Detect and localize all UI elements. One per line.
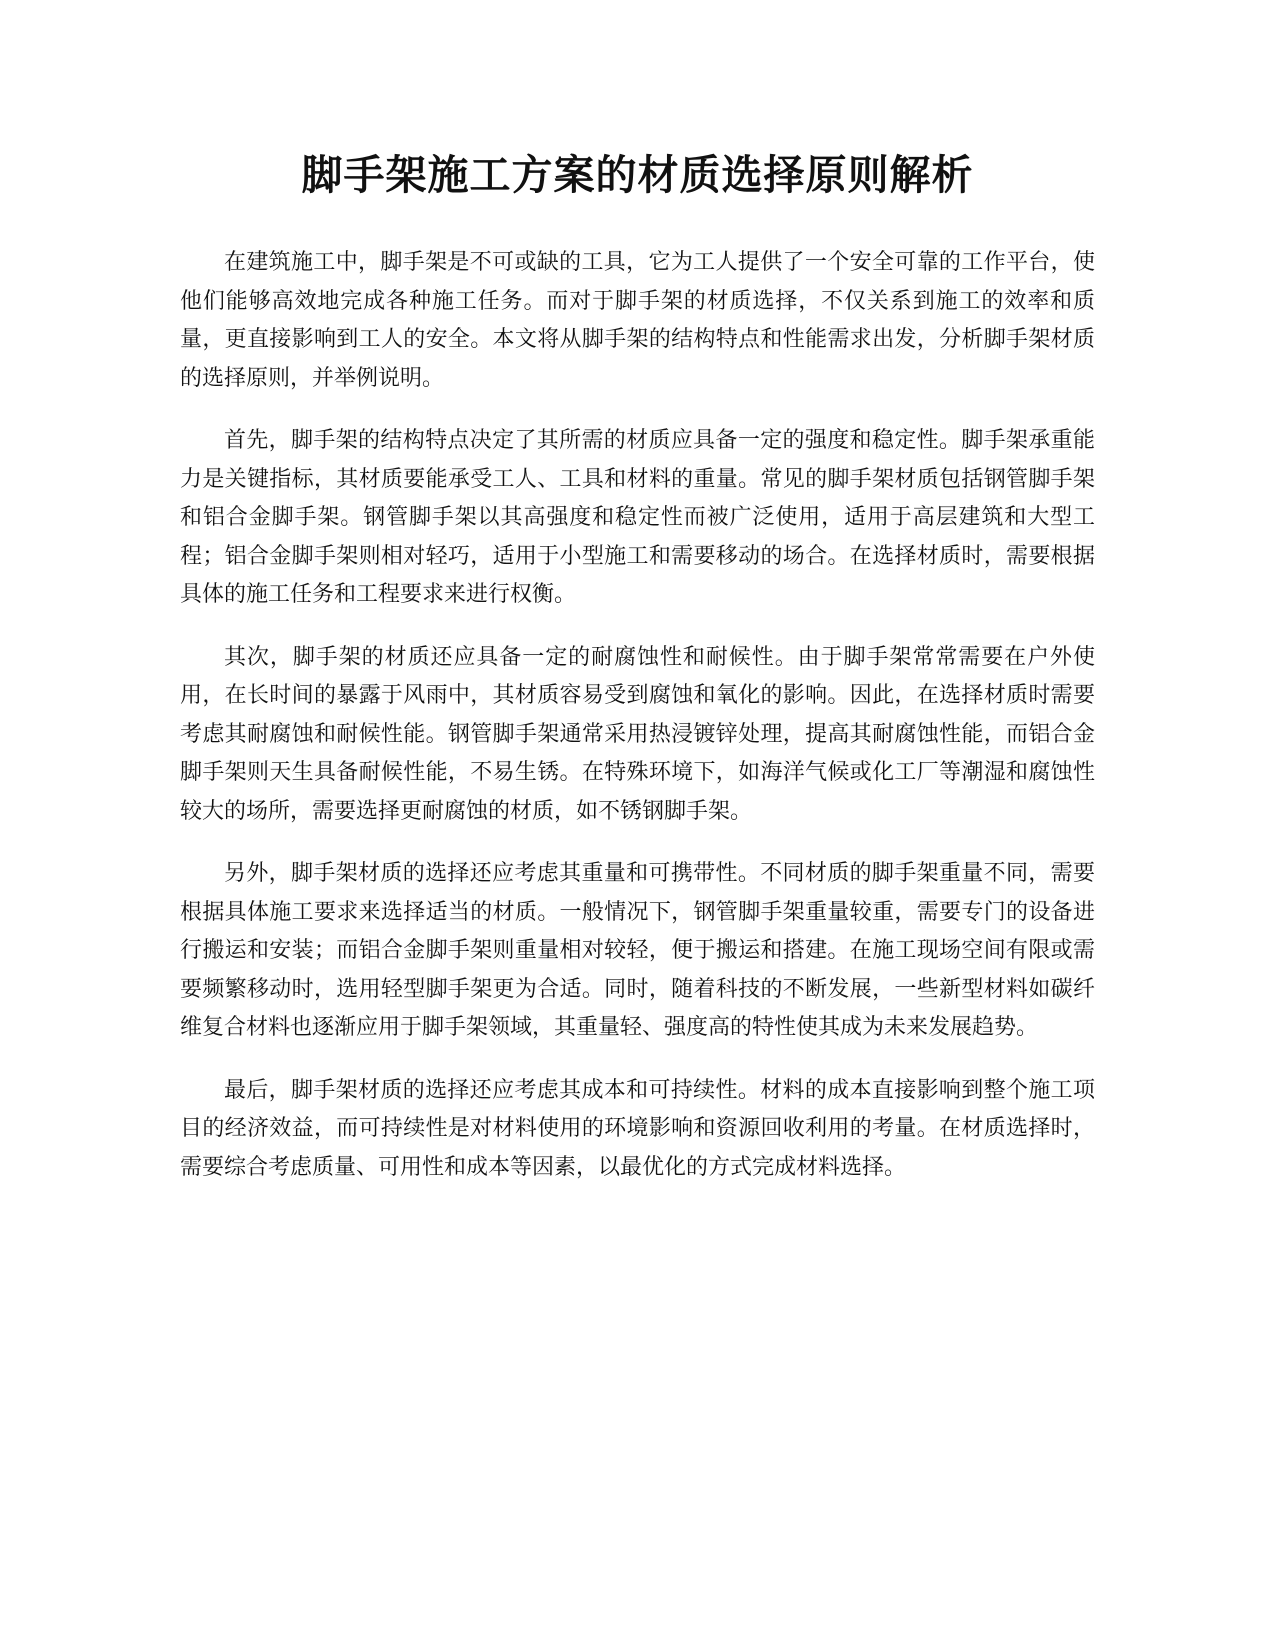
paragraph-corrosion-resistance: 其次，脚手架的材质还应具备一定的耐腐蚀性和耐候性。由于脚手架常常需要在户外使用，在长时间的暴露于风雨中，其材质容易受到腐蚀和氧化的影响。因此，在选择材质时需要考虑其耐腐蚀和耐候性能。钢管脚手架通常采用热浸镀锌处理，提高其耐腐蚀性能，而铝合金脚手架则天生具备耐候性能，不易生锈。在特殊环境下，如海洋气候或化工厂等潮湿和腐蚀性较大的场所，需要选择更耐腐蚀的材质，如不锈钢脚手架。 <box>180 644 1095 824</box>
paragraph-cost-sustainability: 最后，脚手架材质的选择还应考虑其成本和可持续性。材料的成本直接影响到整个施工项目的经济效益，而可持续性是对材料使用的环境影响和资源回收利用的考量。在材质选择时，需要综合考虑质量、可用性和成本等因素，以最优化的方式完成材料选择。 <box>180 1077 1095 1180</box>
paragraph-weight-portability: 另外，脚手架材质的选择还应考虑其重量和可携带性。不同材质的脚手架重量不同，需要根据具体施工要求来选择适当的材质。一般情况下，钢管脚手架重量较重，需要专门的设备进行搬运和安装；而铝合金脚手架则重量相对较轻，便于搬运和搭建。在施工现场空间有限或需要频繁移动时，选用轻型脚手架更为合适。同时，随着科技的不断发展，一些新型材料如碳纤维复合材料也逐渐应用于脚手架领域，其重量轻、强度高的特性使其成为未来发展趋势。 <box>180 861 1095 1040</box>
paragraph-strength-stability: 首先，脚手架的结构特点决定了其所需的材质应具备一定的强度和稳定性。脚手架承重能力是关键指标，其材质要能承受工人、工具和材料的重量。常见的脚手架材质包括钢管脚手架和铝合金脚手架。钢管脚手架以其高强度和稳定性而被广泛使用，适用于高层建筑和大型工程；铝合金脚手架则相对轻巧，适用于小型施工和需要移动的场合。在选择材质时，需要根据具体的施工任务和工程要求来进行权衡。 <box>180 428 1095 607</box>
document-title: 脚手架施工方案的材质选择原则解析 <box>301 151 974 199</box>
paragraph-intro: 在建筑施工中，脚手架是不可或缺的工具，它为工人提供了一个安全可靠的工作平台，使他们能够高效地完成各种施工任务。而对于脚手架的材质选择，不仅关系到施工的效率和质量，更直接影响到工人的安全。本文将从脚手架的结构特点和性能需求出发，分析脚手架材质的选择原则，并举例说明。 <box>180 250 1095 391</box>
